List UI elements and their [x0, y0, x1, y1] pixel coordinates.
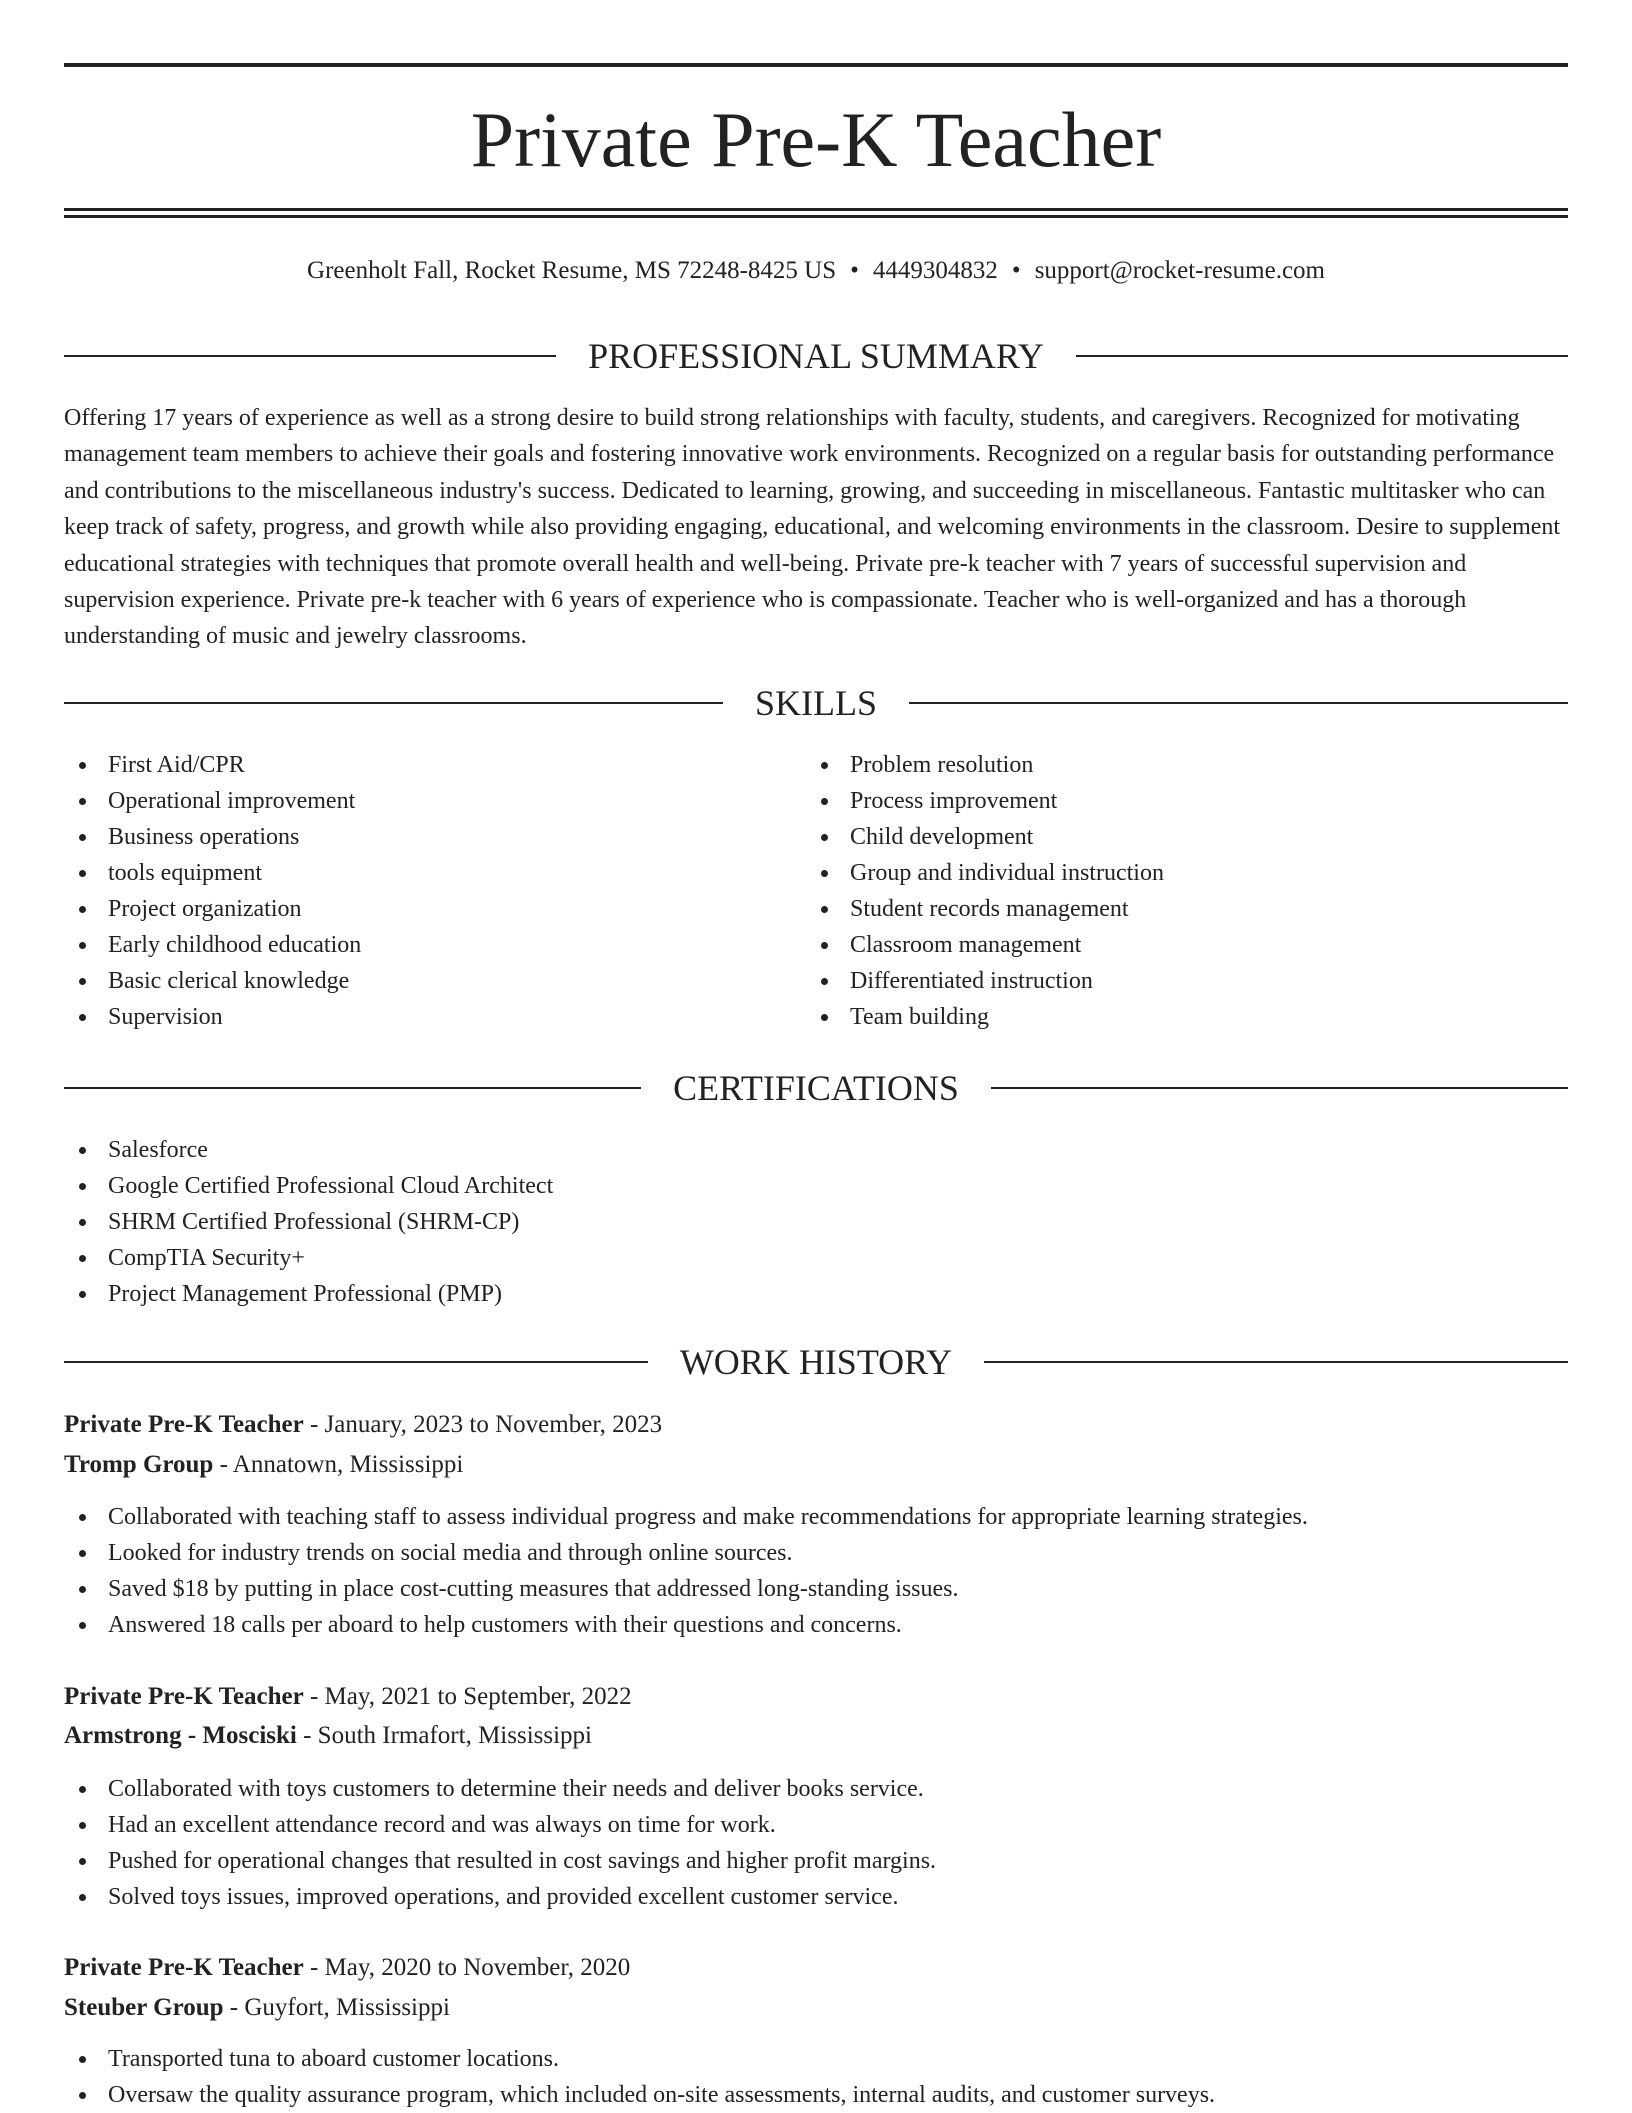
skill-item: Process improvement	[806, 783, 1164, 819]
job-title-line	[64, 1950, 1568, 1986]
skills-list-left	[64, 747, 361, 1035]
skill-item: Differentiated instruction	[806, 963, 1164, 999]
contact-separator: •	[1011, 257, 1021, 284]
skill-item: Student records management	[806, 891, 1164, 927]
contact-phone[interactable]: 4449304832	[872, 257, 998, 284]
job-bullet: Solved toys issues, improved operations, and provided excellent customer service.	[64, 1879, 936, 1915]
contact-email[interactable]: support@rocket-resume.com	[1034, 257, 1325, 284]
certification-item: Project Management Professional (PMP)	[64, 1276, 553, 1312]
job-bullet: Had an excellent attendance record and was always on time for work.	[64, 1807, 936, 1843]
certification-item: SHRM Certified Professional (SHRM-CP)	[64, 1204, 553, 1240]
work-heading: WORK HISTORY	[679, 1342, 953, 1382]
skill-item: Problem resolution	[806, 747, 1164, 783]
job-company-line	[64, 1447, 1568, 1483]
certifications-heading: CERTIFICATIONS	[673, 1068, 959, 1108]
divider-line	[64, 702, 723, 704]
job-title: Private Pre-K Teacher	[64, 1411, 304, 1438]
header-rule-lower	[64, 215, 1568, 218]
job-bullet: Saved $18 by putting in place cost-cutting measures that addressed long-standing issues.	[64, 1571, 1308, 1607]
skill-item: Basic clerical knowledge	[64, 963, 361, 999]
job-company: Steuber Group	[64, 1994, 224, 2021]
skill-item: Operational improvement	[64, 783, 361, 819]
work-section-header	[64, 1340, 1568, 1384]
resume-name: Private Pre-K Teacher	[470, 96, 1162, 183]
certification-item: Google Certified Professional Cloud Architect	[64, 1168, 553, 1204]
skill-item: Team building	[806, 999, 1164, 1035]
certifications-list	[64, 1132, 553, 1312]
skill-item: Child development	[806, 819, 1164, 855]
divider-line	[64, 1361, 648, 1363]
certification-item: Salesforce	[64, 1132, 553, 1168]
job-bullet: Collaborated with toys customers to determine their needs and deliver books service.	[64, 1771, 936, 1807]
job-bullet: Looked for industry trends on social media and through online sources.	[64, 1535, 1308, 1571]
skill-item: Project organization	[64, 891, 361, 927]
job-dates: - May, 2020 to November, 2020	[303, 1954, 631, 1981]
summary-heading: PROFESSIONAL SUMMARY	[588, 336, 1044, 376]
divider-line	[64, 355, 556, 357]
divider-line	[1076, 355, 1568, 357]
divider-line	[909, 702, 1568, 704]
job-bullets	[64, 1771, 936, 1915]
job-location: - South Irmafort, Mississippi	[296, 1722, 593, 1749]
skills-section-header	[64, 681, 1568, 725]
skill-item: Supervision	[64, 999, 361, 1035]
certification-item: CompTIA Security+	[64, 1240, 553, 1276]
job-bullet: Transported tuna to aboard customer locations.	[64, 2041, 1215, 2077]
job-bullet: Oversaw the quality assurance program, which included on-site assessments, internal audits, and customer surveys.	[64, 2077, 1215, 2113]
job-location: - Annatown, Mississippi	[213, 1451, 464, 1478]
contact-separator: •	[850, 257, 859, 284]
skill-item: tools equipment	[64, 855, 361, 891]
job-title-line	[64, 1407, 1568, 1443]
job-title: Private Pre-K Teacher	[64, 1683, 304, 1710]
divider-line	[984, 1361, 1568, 1363]
skill-item: Group and individual instruction	[806, 855, 1164, 891]
skill-item: Classroom management	[806, 927, 1164, 963]
job-company: Tromp Group	[64, 1451, 214, 1478]
job-title-line	[64, 1679, 1568, 1715]
job-bullets	[64, 2041, 1215, 2113]
job-company: Armstrong - Mosciski	[64, 1722, 297, 1749]
skill-item: Business operations	[64, 819, 361, 855]
contact-address: Greenholt Fall, Rocket Resume, MS 72248-8425 US	[307, 257, 837, 284]
skill-item: Early childhood education	[64, 927, 361, 963]
skills-list-right	[806, 747, 1164, 1035]
job-bullet: Collaborated with teaching staff to assess individual progress and make recommendations for appropriate learning strategies.	[64, 1499, 1308, 1535]
job-company-line	[64, 1990, 1568, 2026]
job-dates: - January, 2023 to November, 2023	[303, 1411, 663, 1438]
summary-text: Offering 17 years of experience as well as a strong desire to build strong relationships with faculty, students, and caregivers. Recognized for motivating management team members to achieve their goals and fostering innovative work environments. Recognized on a regular basis for outstanding performance and contributions to the miscellaneous industry's success. Dedicated to learning, growing, and succeeding in miscellaneous. Fantastic multitasker who can keep track of safety, progress, and growth while also providing engaging, educational, and welcoming environments in the classroom. Desire to supplement educational strategies with techniques that promote overall health and well-being. Private pre-k teacher with 7 years of successful supervision and supervision experience. Private pre-k teacher with 6 years of experience who is compassionate. Teacher who is well-organized and has a thorough understanding of music and jewelry classrooms.	[64, 405, 1561, 650]
job-bullet: Answered 18 calls per aboard to help customers with their questions and concerns.	[64, 1607, 1308, 1643]
divider-line	[64, 1087, 641, 1089]
divider-line	[991, 1087, 1568, 1089]
skills-heading: SKILLS	[755, 683, 878, 723]
summary-section-header	[64, 334, 1568, 378]
job-location: - Guyfort, Mississippi	[223, 1994, 450, 2021]
job-bullets	[64, 1499, 1308, 1643]
job-company-line	[64, 1718, 1568, 1754]
certifications-section-header	[64, 1066, 1568, 1110]
job-bullet: Pushed for operational changes that resulted in cost savings and higher profit margins.	[64, 1843, 936, 1879]
header-rule-upper	[64, 208, 1568, 211]
contact-line	[64, 254, 1568, 288]
skill-item: First Aid/CPR	[64, 747, 361, 783]
job-dates: - May, 2021 to September, 2022	[303, 1683, 632, 1710]
job-title: Private Pre-K Teacher	[64, 1954, 304, 1981]
header-top-rule	[64, 63, 1568, 67]
